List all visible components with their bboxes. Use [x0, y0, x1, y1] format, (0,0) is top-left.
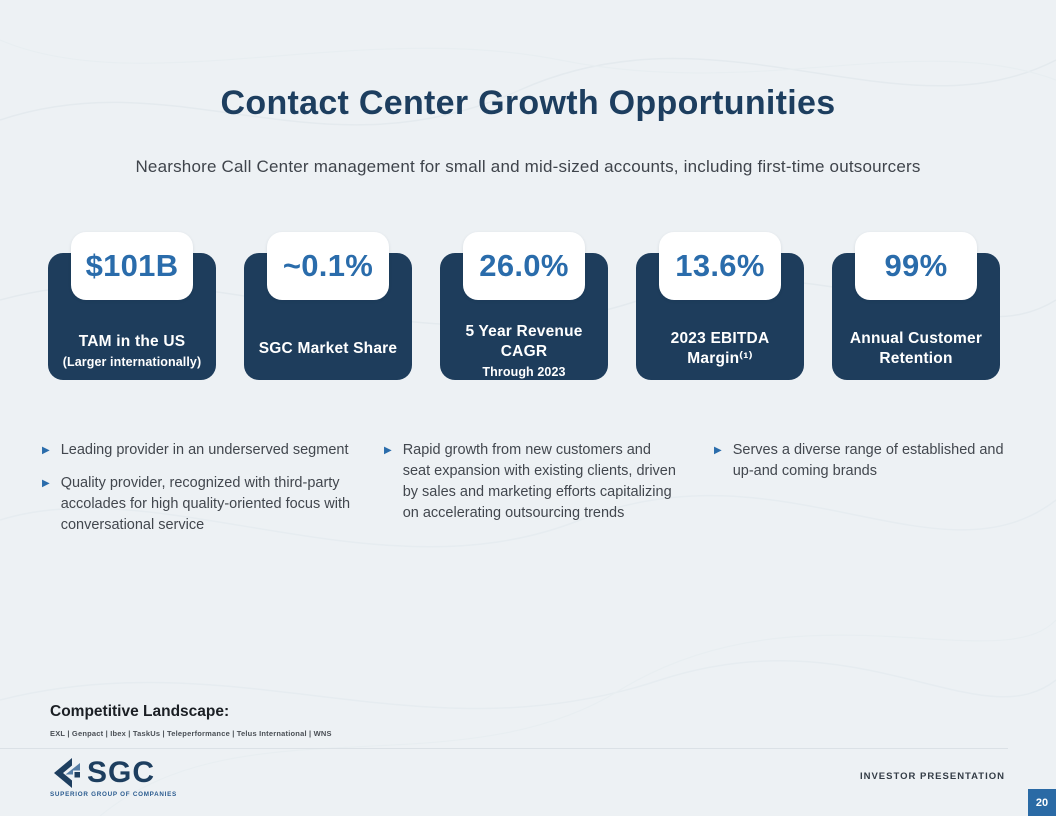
- bullet-text: Serves a diverse range of established and up-and coming brands: [732, 442, 1004, 479]
- stat-value-bubble: [71, 232, 193, 300]
- sgc-logo-icon: [50, 757, 84, 789]
- sgc-logo-text: SGC: [87, 756, 156, 789]
- stat-sublabel: Through 2023: [482, 365, 566, 380]
- bullet-column-1: [42, 440, 354, 548]
- stat-value: ~0.1%: [282, 248, 374, 283]
- sgc-logo: [50, 757, 177, 798]
- bullet-triangle-icon: ▶: [42, 445, 50, 456]
- bullet-text: Rapid growth from new customers and seat expansion with existing clients, driven by sales and marketing efforts capitalizing on accelerating outsourcing trends: [402, 442, 676, 521]
- stat-value: 26.0%: [479, 248, 569, 283]
- bullet-item: [42, 440, 354, 461]
- stat-value-bubble: [267, 232, 389, 300]
- stat-value-bubble: [463, 232, 585, 300]
- stat-card-customer-retention: [832, 232, 1000, 380]
- bullet-triangle-icon: ▶: [42, 478, 50, 489]
- slide-title: Contact Center Growth Opportunities: [220, 84, 836, 122]
- stat-sublabel: (Larger internationally): [62, 355, 202, 370]
- stat-value-bubble: [855, 232, 977, 300]
- stat-card-revenue-cagr: [440, 232, 608, 380]
- competitive-landscape-heading: Competitive Landscape:: [50, 703, 230, 720]
- competitors-list: EXL | Genpact | Ibex | TaskUs | Teleperformance | Telus International | WNS: [50, 729, 332, 738]
- bullet-column-2: [384, 440, 676, 536]
- stat-card-ebitda-margin: [636, 232, 804, 380]
- footer-divider: [0, 748, 1008, 749]
- bullet-triangle-icon: ▶: [384, 445, 392, 456]
- bullet-text: Quality provider, recognized with third-party accolades for high quality-oriented focus with conversational service: [60, 475, 351, 533]
- bullet-triangle-icon: ▶: [714, 445, 722, 456]
- bullet-item: [384, 440, 676, 524]
- slide-subtitle: Nearshore Call Center management for small and mid-sized accounts, including first-time outsourcers: [135, 157, 921, 176]
- stat-cards-row: [48, 232, 1000, 380]
- stat-value-bubble: [659, 232, 781, 300]
- sgc-logo-tagline: SUPERIOR GROUP OF COMPANIES: [50, 791, 177, 798]
- stat-label: 5 Year Revenue CAGR: [465, 322, 583, 360]
- stat-label: SGC Market Share: [258, 339, 398, 357]
- bullet-item: [42, 473, 354, 536]
- investor-presentation-label: INVESTOR PRESENTATION: [859, 771, 1005, 782]
- stat-value: $101B: [85, 248, 179, 283]
- stat-card-tam: [48, 232, 216, 380]
- stat-label: 2023 EBITDA Margin⁽¹⁾: [670, 329, 770, 367]
- bullet-column-3: [714, 440, 1010, 494]
- bullet-item: [714, 440, 1010, 482]
- stat-card-market-share: [244, 232, 412, 380]
- stat-value: 13.6%: [675, 248, 765, 283]
- stat-value: 99%: [884, 248, 948, 283]
- stat-label: TAM in the US: [78, 332, 186, 350]
- bullet-text: Leading provider in an underserved segment: [60, 442, 349, 458]
- page-number-badge: 20: [1028, 789, 1056, 816]
- stat-label: Annual Customer Retention: [849, 329, 983, 367]
